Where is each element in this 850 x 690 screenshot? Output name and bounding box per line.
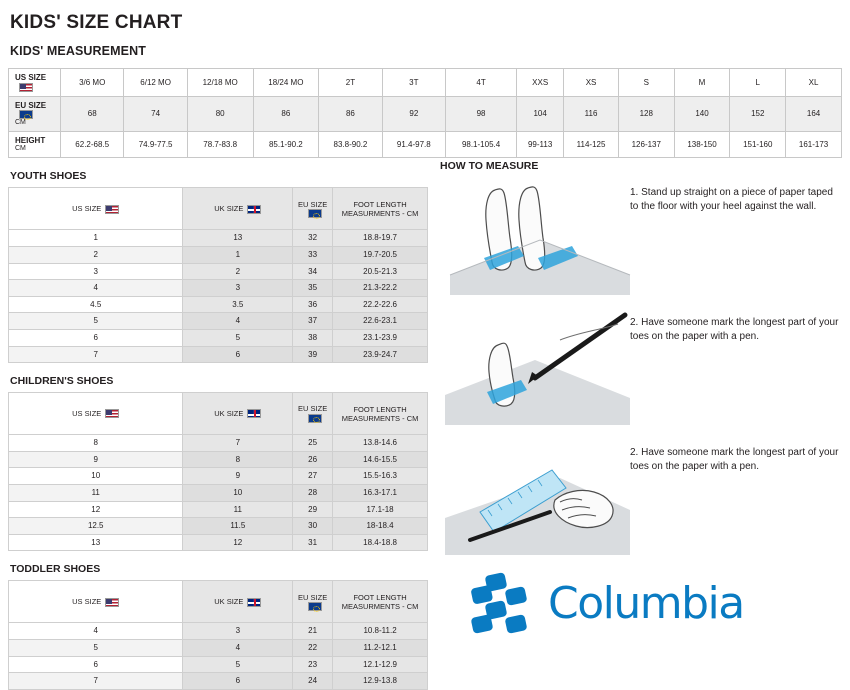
cell: 98 xyxy=(446,96,517,132)
table-row xyxy=(9,623,428,640)
cell-eu: 26 xyxy=(293,451,333,468)
row-label-text: EU SIZE xyxy=(15,100,47,110)
cell: 3T xyxy=(382,69,445,97)
cell-us: 7 xyxy=(9,346,183,363)
header-label: EU SIZE xyxy=(298,592,328,602)
cell-us: 2 xyxy=(9,247,183,264)
step-1-text: 1. Stand up straight on a piece of paper taped to the floor with your heel against the wall. xyxy=(630,187,833,212)
cell: L xyxy=(730,69,786,97)
table-row xyxy=(9,230,428,247)
cell-us: 12.5 xyxy=(9,518,183,535)
table-row xyxy=(9,673,428,690)
table-row xyxy=(9,501,428,518)
cell: 104 xyxy=(517,96,564,132)
row-label-height xyxy=(9,132,61,158)
cell-uk: 3 xyxy=(183,280,293,297)
cell: 3/6 MO xyxy=(61,69,124,97)
cell-us: 5 xyxy=(9,639,183,656)
cell: 83.8-90.2 xyxy=(319,132,382,158)
cell-uk: 7 xyxy=(183,435,293,452)
cell: 92 xyxy=(382,96,445,132)
cell-foot-length: 23.9-24.7 xyxy=(333,346,428,363)
page-title: KIDS' SIZE CHART xyxy=(10,12,183,33)
cell-us: 12 xyxy=(9,501,183,518)
cell: XL xyxy=(786,69,842,97)
cell-eu: 32 xyxy=(293,230,333,247)
table-row xyxy=(9,69,842,97)
cell-uk: 6 xyxy=(183,346,293,363)
ruler-measuring-icon xyxy=(440,440,630,555)
cell-foot-length: 21.3-22.2 xyxy=(333,280,428,297)
cell-foot-length: 10.8-11.2 xyxy=(333,623,428,640)
cell-uk: 8 xyxy=(183,451,293,468)
column-header-us-size xyxy=(9,393,183,435)
cell-us: 11 xyxy=(9,484,183,501)
cell: 138-150 xyxy=(674,132,730,158)
eu-flag-icon xyxy=(308,209,322,218)
cell: 152 xyxy=(730,96,786,132)
column-header-uk-size xyxy=(183,188,293,230)
us-flag-icon xyxy=(19,83,33,92)
uk-flag-icon xyxy=(247,205,261,214)
cell-uk: 5 xyxy=(183,656,293,673)
cell-foot-length: 22.6-23.1 xyxy=(333,313,428,330)
column-header-foot-length xyxy=(333,188,428,230)
cell-eu: 33 xyxy=(293,247,333,264)
youth-shoes-title: YOUTH SHOES xyxy=(10,170,87,183)
cell-uk: 3.5 xyxy=(183,296,293,313)
header-label: UK SIZE xyxy=(214,408,244,418)
cell-uk: 11.5 xyxy=(183,518,293,535)
uk-flag-icon xyxy=(247,598,261,607)
toddler-shoes-title: TODDLER SHOES xyxy=(10,563,101,576)
how-to-measure-section xyxy=(440,160,844,570)
youth-shoes-table xyxy=(8,187,428,363)
cell-foot-length: 20.5-21.3 xyxy=(333,263,428,280)
header-label: US SIZE xyxy=(72,408,102,418)
column-header-foot-length xyxy=(333,393,428,435)
cell-uk: 5 xyxy=(183,330,293,347)
table-header-row xyxy=(9,393,428,435)
cell-eu: 23 xyxy=(293,656,333,673)
cell: 126-137 xyxy=(618,132,674,158)
eu-flag-icon xyxy=(308,602,322,611)
cell: 128 xyxy=(618,96,674,132)
cell-eu: 25 xyxy=(293,435,333,452)
cell: 62.2-68.5 xyxy=(61,132,124,158)
cell-us: 8 xyxy=(9,435,183,452)
header-label: FOOT LENGTH MEASURMENTS - CM xyxy=(341,199,419,218)
cell: 116 xyxy=(564,96,619,132)
column-header-uk-size xyxy=(183,581,293,623)
header-label: UK SIZE xyxy=(214,204,244,214)
cell: 74 xyxy=(124,96,187,132)
cell: 80 xyxy=(187,96,253,132)
cell: 164 xyxy=(786,96,842,132)
step-2-illustration xyxy=(440,310,630,430)
header-label: US SIZE xyxy=(72,597,102,607)
how-to-measure-step-2 xyxy=(440,310,844,430)
cell-us: 9 xyxy=(9,451,183,468)
column-header-us-size xyxy=(9,188,183,230)
cell: 140 xyxy=(674,96,730,132)
cell: 4T xyxy=(446,69,517,97)
cell-us: 10 xyxy=(9,468,183,485)
cell: 12/18 MO xyxy=(187,69,253,97)
cell-foot-length: 18-18.4 xyxy=(333,518,428,535)
cell-eu: 38 xyxy=(293,330,333,347)
cell-foot-length: 22.2-22.6 xyxy=(333,296,428,313)
columbia-wordmark: Columbia xyxy=(548,577,744,629)
cell: 85.1-90.2 xyxy=(253,132,319,158)
cell-eu: 34 xyxy=(293,263,333,280)
row-label-eu-size xyxy=(9,96,61,132)
cell-foot-length: 13.8-14.6 xyxy=(333,435,428,452)
cell-us: 4 xyxy=(9,623,183,640)
cell-us: 6 xyxy=(9,656,183,673)
cell: 161-173 xyxy=(786,132,842,158)
cell-us: 1 xyxy=(9,230,183,247)
cell-eu: 35 xyxy=(293,280,333,297)
us-flag-icon xyxy=(105,205,119,214)
cell: 68 xyxy=(61,96,124,132)
how-to-measure-step-3 xyxy=(440,440,844,560)
cell: 86 xyxy=(253,96,319,132)
cell-foot-length: 15.5-16.3 xyxy=(333,468,428,485)
cell-uk: 4 xyxy=(183,313,293,330)
cell: 114-125 xyxy=(564,132,619,158)
cell-eu: 36 xyxy=(293,296,333,313)
table-row xyxy=(9,313,428,330)
cell: 151-160 xyxy=(730,132,786,158)
column-header-eu-size xyxy=(293,188,333,230)
childrens-shoes-title: CHILDREN'S SHOES xyxy=(10,375,114,388)
cell-uk: 13 xyxy=(183,230,293,247)
cell-eu: 21 xyxy=(293,623,333,640)
cell-us: 3 xyxy=(9,263,183,280)
feet-against-wall-icon xyxy=(440,180,630,295)
toddler-shoes-table xyxy=(8,580,428,689)
cell: 78.7-83.8 xyxy=(187,132,253,158)
kids-measurement-table xyxy=(8,68,842,158)
cell-foot-length: 12.1-12.9 xyxy=(333,656,428,673)
cell-eu: 22 xyxy=(293,639,333,656)
column-header-eu-size xyxy=(293,581,333,623)
cell-uk: 9 xyxy=(183,468,293,485)
how-to-measure-title: HOW TO MEASURE xyxy=(440,160,539,172)
cell-us: 4 xyxy=(9,280,183,297)
table-row xyxy=(9,96,842,132)
cell-us: 4.5 xyxy=(9,296,183,313)
header-label: EU SIZE xyxy=(298,199,328,209)
cell-us: 5 xyxy=(9,313,183,330)
row-label-text: HEIGHT xyxy=(15,136,46,146)
cell: XXS xyxy=(517,69,564,97)
table-row xyxy=(9,263,428,280)
table-header-row xyxy=(9,188,428,230)
cell-foot-length: 23.1-23.9 xyxy=(333,330,428,347)
cell: 86 xyxy=(319,96,382,132)
cell-foot-length: 12.9-13.8 xyxy=(333,673,428,690)
row-label-text: US SIZE xyxy=(15,73,47,82)
step-1-illustration xyxy=(440,180,630,300)
row-label-unit: CM xyxy=(15,145,26,153)
column-header-uk-size xyxy=(183,393,293,435)
cell-uk: 3 xyxy=(183,623,293,640)
cell: 18/24 MO xyxy=(253,69,319,97)
uk-flag-icon xyxy=(247,409,261,418)
header-label: EU SIZE xyxy=(298,404,328,414)
cell-uk: 6 xyxy=(183,673,293,690)
cell-eu: 24 xyxy=(293,673,333,690)
cell: S xyxy=(618,69,674,97)
cell-foot-length: 16.3-17.1 xyxy=(333,484,428,501)
eu-flag-icon xyxy=(308,414,322,423)
column-header-eu-size xyxy=(293,393,333,435)
table-row xyxy=(9,346,428,363)
cell-uk: 11 xyxy=(183,501,293,518)
pen-marking-toe-icon xyxy=(440,310,630,425)
cell-eu: 30 xyxy=(293,518,333,535)
childrens-shoes-table xyxy=(8,392,428,551)
table-row xyxy=(9,435,428,452)
cell-uk: 4 xyxy=(183,639,293,656)
cell-foot-length: 19.7-20.5 xyxy=(333,247,428,264)
header-label: FOOT LENGTH MEASURMENTS - CM xyxy=(341,404,419,423)
table-row xyxy=(9,280,428,297)
table-row xyxy=(9,132,842,158)
table-row xyxy=(9,451,428,468)
cell-foot-length: 18.4-18.8 xyxy=(333,534,428,551)
step-3-text: 2. Have someone mark the longest part of your toes on the paper with a pen. xyxy=(630,447,839,472)
us-flag-icon xyxy=(105,598,119,607)
table-row xyxy=(9,468,428,485)
columbia-logo xyxy=(468,570,744,636)
header-label: UK SIZE xyxy=(214,597,244,607)
cell-foot-length: 18.8-19.7 xyxy=(333,230,428,247)
cell-eu: 37 xyxy=(293,313,333,330)
column-header-us-size xyxy=(9,581,183,623)
table-row xyxy=(9,330,428,347)
table-row xyxy=(9,247,428,264)
row-label-us-size xyxy=(9,69,61,97)
cell-us: 6 xyxy=(9,330,183,347)
page-subtitle: KIDS' MEASUREMENT xyxy=(10,44,146,58)
cell-us: 13 xyxy=(9,534,183,551)
cell: 2T xyxy=(319,69,382,97)
cell-us: 7 xyxy=(9,673,183,690)
cell-uk: 12 xyxy=(183,534,293,551)
cell: 74.9-77.5 xyxy=(124,132,187,158)
cell-foot-length: 14.6-15.5 xyxy=(333,451,428,468)
cell-foot-length: 17.1-18 xyxy=(333,501,428,518)
us-flag-icon xyxy=(105,409,119,418)
table-row xyxy=(9,296,428,313)
table-row xyxy=(9,639,428,656)
step-3-illustration xyxy=(440,440,630,560)
table-header-row xyxy=(9,581,428,623)
cell-uk: 1 xyxy=(183,247,293,264)
eu-flag-icon xyxy=(19,110,33,119)
cell-foot-length: 11.2-12.1 xyxy=(333,639,428,656)
row-label-unit: CM xyxy=(15,119,26,127)
table-row xyxy=(9,656,428,673)
table-row xyxy=(9,518,428,535)
cell-eu: 29 xyxy=(293,501,333,518)
step-2-text: 2. Have someone mark the longest part of your toes on the paper with a pen. xyxy=(630,317,839,342)
table-row xyxy=(9,534,428,551)
column-header-foot-length xyxy=(333,581,428,623)
cell: 99-113 xyxy=(517,132,564,158)
cell: 91.4-97.8 xyxy=(382,132,445,158)
cell-uk: 10 xyxy=(183,484,293,501)
cell: XS xyxy=(564,69,619,97)
columbia-diamond-icon xyxy=(468,570,540,636)
header-label: US SIZE xyxy=(72,204,102,214)
cell-uk: 2 xyxy=(183,263,293,280)
cell-eu: 28 xyxy=(293,484,333,501)
cell-eu: 31 xyxy=(293,534,333,551)
cell: M xyxy=(674,69,730,97)
cell-eu: 39 xyxy=(293,346,333,363)
how-to-measure-step-1 xyxy=(440,180,844,300)
header-label: FOOT LENGTH MEASURMENTS - CM xyxy=(341,592,419,611)
cell: 6/12 MO xyxy=(124,69,187,97)
cell-eu: 27 xyxy=(293,468,333,485)
cell: 98.1-105.4 xyxy=(446,132,517,158)
table-row xyxy=(9,484,428,501)
